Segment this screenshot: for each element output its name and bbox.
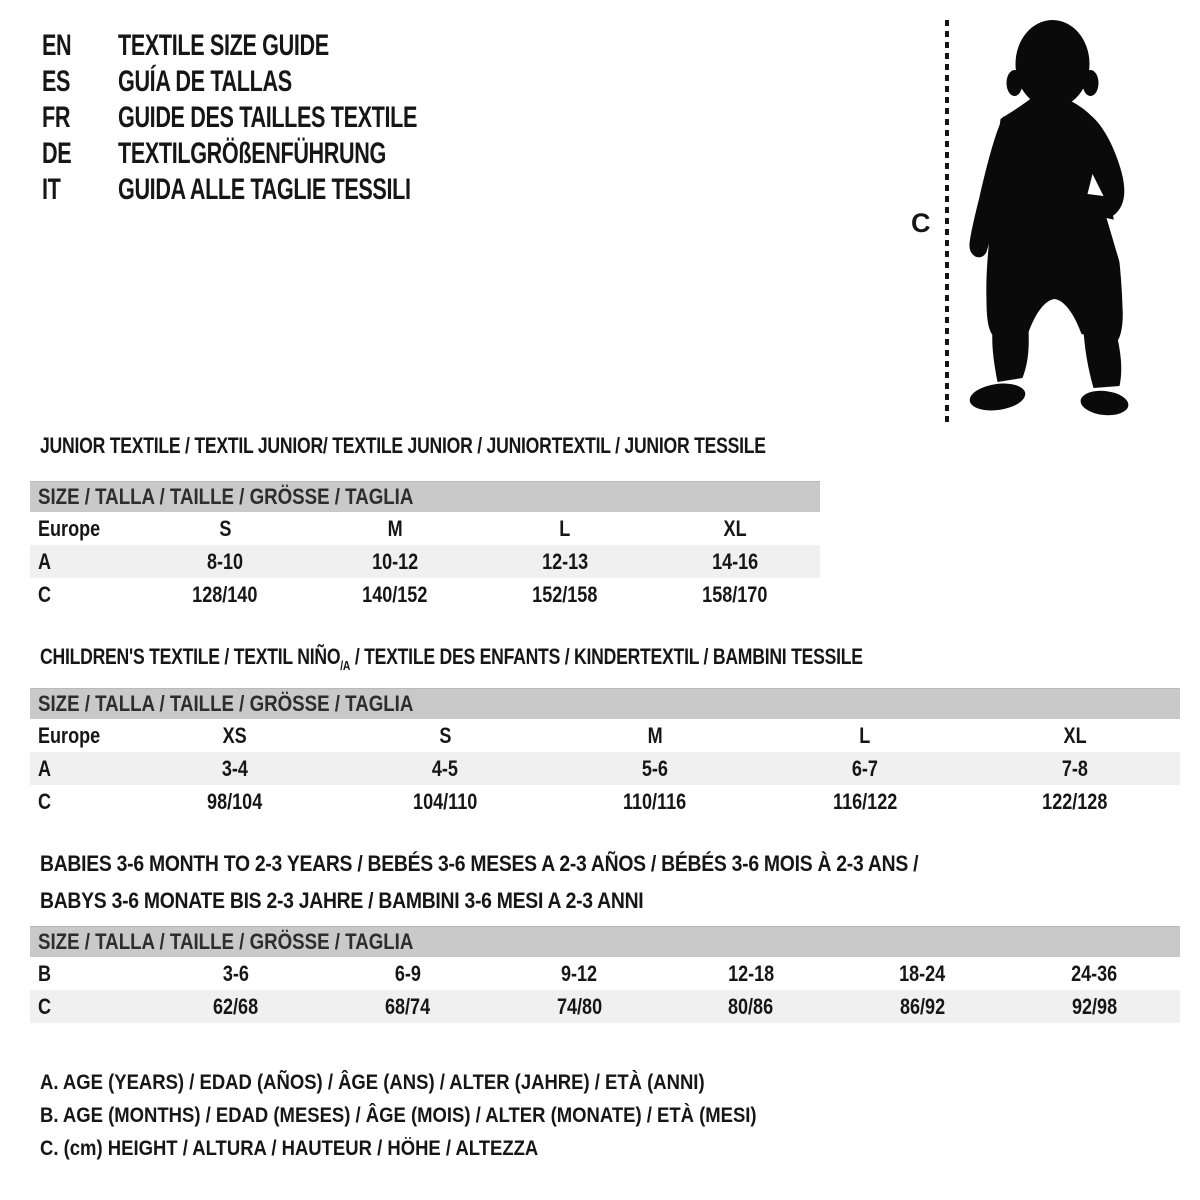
children-age-value: 6-7 (851, 755, 879, 781)
babies-height-value: 62/68 (213, 993, 259, 1019)
babies-height-value: 86/92 (899, 993, 946, 1019)
junior-age-value: 8-10 (206, 548, 244, 574)
babies-row-c-label: C (38, 993, 52, 1019)
babies-title-line1: BABIES 3-6 MONTH TO 2-3 YEARS / BEBÉS 3-6 MESES A 2-3 AÑOS / BÉBÉS 3-6 MOIS À 2-3 ANS / (40, 851, 919, 876)
junior-size-s: S (218, 515, 232, 541)
children-size-m: M (647, 722, 663, 748)
children-height-value: 110/116 (623, 788, 687, 814)
language-title-fr: GUIDE DES TAILLES TEXTILE (118, 101, 418, 134)
language-title-block (42, 28, 533, 208)
children-size-table (30, 688, 1180, 818)
babies-height-row (30, 990, 1180, 1023)
babies-row-b-label: B (38, 960, 52, 986)
babies-height-value: 80/86 (728, 993, 774, 1019)
children-age-value: 7-8 (1061, 755, 1089, 781)
babies-height-value: 68/74 (384, 993, 431, 1019)
junior-size-l: L (559, 515, 571, 541)
junior-size-xl: XL (723, 515, 747, 541)
children-height-value: 104/110 (412, 788, 478, 814)
children-size-xs: XS (222, 722, 248, 748)
children-age-value: 4-5 (431, 755, 459, 781)
junior-row-c-label: C (38, 581, 52, 607)
babies-title-line2: BABYS 3-6 MONATE BIS 2-3 JAHRE / BAMBINI 3-6 MESI A 2-3 ANNI (40, 888, 644, 913)
language-title-it: GUIDA ALLE TAGLIE TESSILI (118, 173, 411, 206)
language-row-fr (42, 100, 533, 136)
children-section-title (40, 644, 1068, 673)
language-code-en: EN (42, 29, 72, 62)
children-size-header-text: SIZE / TALLA / TAILLE / GRÖSSE / TAGLIA (38, 691, 414, 716)
language-title-de: TEXTILGRÖßENFÜHRUNG (118, 137, 386, 170)
children-size-header-bar (30, 688, 1180, 719)
children-size-xl: XL (1063, 722, 1087, 748)
legend-line-a-text: A. AGE (YEARS) / EDAD (AÑOS) / ÂGE (ANS) / ALTER (JAHRE) / ETÀ (ANNI) (40, 1071, 705, 1094)
junior-section-title (40, 433, 947, 459)
language-code-it: IT (42, 173, 61, 206)
language-code-fr: FR (42, 101, 71, 134)
junior-age-value: 10-12 (371, 548, 419, 574)
babies-months-row (30, 957, 1180, 990)
legend-line-c (40, 1132, 854, 1165)
legend-line-b (40, 1099, 854, 1132)
junior-height-value: 140/152 (362, 581, 428, 607)
babies-months-value: 12-18 (727, 960, 774, 986)
children-height-value: 116/122 (832, 788, 898, 814)
junior-age-value: 14-16 (711, 548, 759, 574)
children-row-c-label: C (38, 788, 52, 814)
babies-size-header-text: SIZE / TALLA / TAILLE / GRÖSSE / TAGLIA (38, 929, 414, 954)
babies-months-value: 3-6 (222, 960, 249, 986)
legend-line-b-text: B. AGE (MONTHS) / EDAD (MESES) / ÂGE (MOIS) / ALTER (MONATE) / ETÀ (MESI) (40, 1104, 757, 1127)
language-code-es: ES (42, 65, 71, 98)
junior-height-value: 152/158 (532, 581, 598, 607)
babies-height-value: 92/98 (1071, 993, 1117, 1019)
language-row-es (42, 64, 533, 100)
children-age-row (30, 752, 1180, 785)
junior-age-row (30, 545, 820, 578)
babies-months-value: 9-12 (561, 960, 598, 986)
children-height-row (30, 785, 1180, 818)
junior-size-table (30, 481, 820, 611)
junior-region-label: Europe (38, 515, 101, 541)
language-row-de (42, 136, 533, 172)
junior-height-row (30, 578, 820, 611)
language-title-en: TEXTILE SIZE GUIDE (118, 29, 329, 62)
legend-line-a (40, 1066, 854, 1099)
babies-section-title (40, 845, 1038, 919)
language-title-es: GUÍA DE TALLAS (118, 65, 292, 98)
junior-size-header-text: SIZE / TALLA / TAILLE / GRÖSSE / TAGLIA (38, 484, 414, 509)
junior-sizes-row (30, 512, 820, 545)
babies-months-value: 24-36 (1071, 960, 1118, 986)
junior-age-value: 12-13 (541, 548, 589, 574)
language-row-it (42, 172, 533, 208)
height-dashed-line (943, 20, 951, 422)
children-size-s: S (438, 722, 452, 748)
legend-block (40, 1066, 854, 1165)
babies-size-table (30, 926, 1180, 1023)
junior-height-value: 128/140 (192, 581, 258, 607)
children-region-label: Europe (38, 722, 101, 748)
junior-height-value: 158/170 (702, 581, 768, 607)
baby-height-figure (895, 8, 1185, 422)
junior-row-a-label: A (38, 548, 52, 574)
junior-size-m: M (387, 515, 403, 541)
children-age-value: 3-4 (221, 755, 249, 781)
babies-months-value: 6-9 (394, 960, 421, 986)
children-sizes-row (30, 719, 1180, 752)
children-age-value: 5-6 (641, 755, 669, 781)
junior-section-title-text: JUNIOR TEXTILE / TEXTIL JUNIOR/ TEXTILE JUNIOR / JUNIORTEXTIL / JUNIOR TESSILE (40, 433, 766, 458)
children-size-l: L (859, 722, 871, 748)
baby-silhouette-image (957, 12, 1137, 418)
children-height-value: 98/104 (207, 788, 263, 814)
height-label-c: C (911, 208, 931, 238)
children-height-value: 122/128 (1042, 788, 1108, 814)
babies-size-header-bar (30, 926, 1180, 957)
language-row-en (42, 28, 533, 64)
children-row-a-label: A (38, 755, 52, 781)
language-code-de: DE (42, 137, 72, 170)
babies-months-value: 18-24 (899, 960, 946, 986)
babies-height-value: 74/80 (556, 993, 602, 1019)
junior-size-header-bar (30, 481, 820, 512)
children-section-title-text: CHILDREN'S TEXTILE / TEXTIL $NIÑO_{/A}$ / TEXTILE DES ENFANTS / KINDERTEXTIL / BAMBINI TESSILE (40, 644, 863, 673)
legend-line-c-text: C. (cm) HEIGHT / ALTURA / HAUTEUR / HÖHE / ALTEZZA (40, 1137, 539, 1160)
